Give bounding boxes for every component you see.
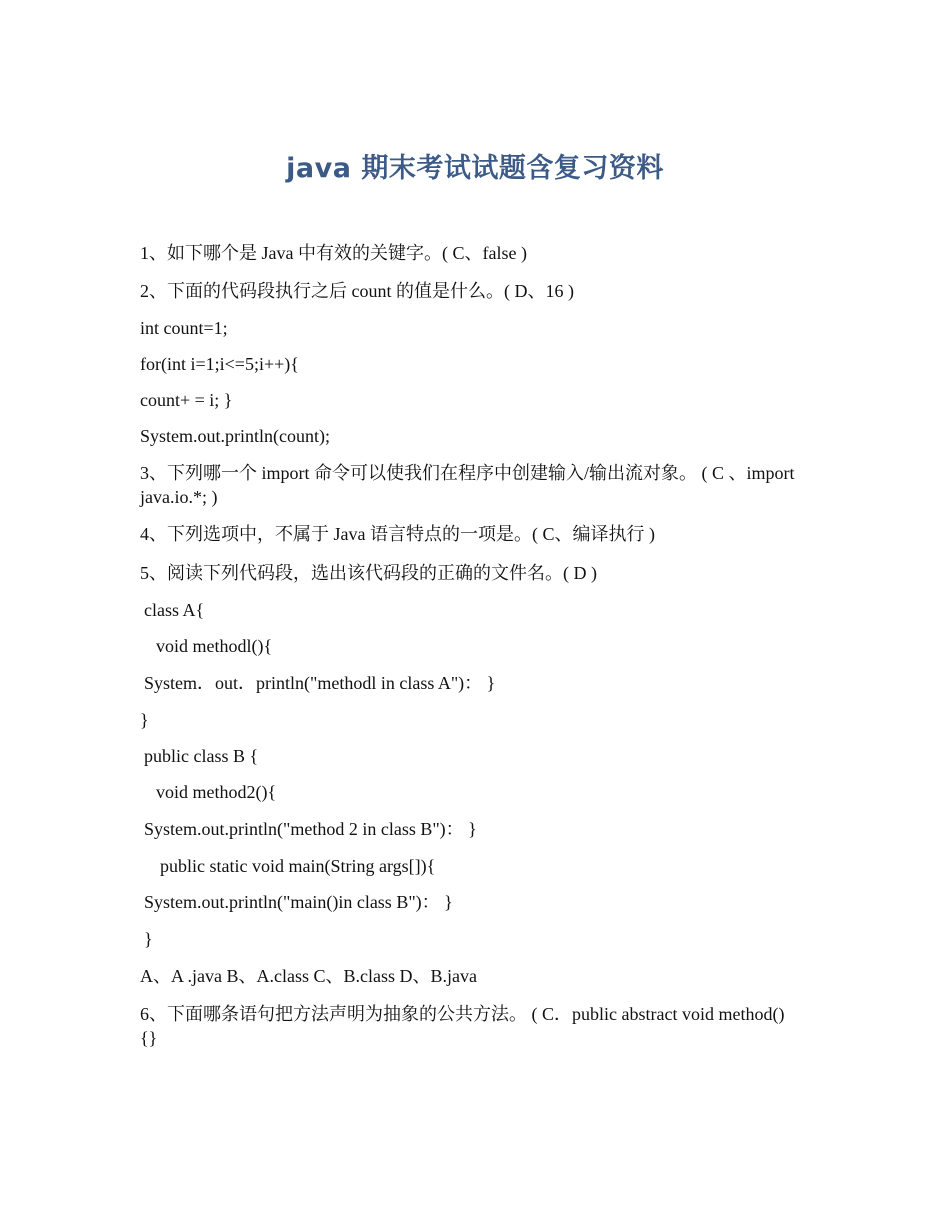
q5-code-line: public static void main(String args[]){ — [160, 856, 436, 876]
q5-code-line: class A{ — [144, 600, 205, 620]
q5-code-line: public class B { — [144, 746, 259, 766]
q5-code-line: void methodl(){ — [156, 636, 273, 656]
question-5: 5、阅读下列代码段，选出该代码段的正确的文件名。( D ) — [140, 563, 597, 583]
q5-code-line: System．out．println("methodl in class A")： } — [144, 673, 496, 693]
q2-code-line: count+ = i; } — [140, 390, 233, 410]
question-3: 3、下列哪一个 import 命令可以使我们在程序中创建输入/输出流对象。 ( C 、import java.io.*; ) — [140, 463, 795, 507]
question-2: 2、下面的代码段执行之后 count 的值是什么。( D、16 ) — [140, 281, 574, 301]
q5-options: A、A .java B、A.class C、B.class D、B.java — [140, 966, 477, 986]
q2-code-line: int count=1; — [140, 318, 228, 338]
q2-code-line: for(int i=1;i<=5;i++){ — [140, 354, 299, 374]
q5-code-line: System.out.println("main()in class B")： } — [144, 892, 453, 912]
q5-code-line: System.out.println("method 2 in class B")： } — [144, 819, 477, 839]
q5-code-line: } — [144, 929, 153, 949]
q5-code-line: } — [140, 710, 149, 730]
q2-code-line: System.out.println(count); — [140, 426, 330, 446]
question-6: 6、下面哪条语句把方法声明为抽象的公共方法。 ( C．public abstract void method(){} — [140, 1004, 785, 1048]
question-4: 4、下列选项中，不属于 Java 语言特点的一项是。( C、编译执行 ) — [140, 524, 655, 544]
page-title: java 期末考试试题含复习资料 — [286, 153, 664, 184]
q5-code-line: void method2(){ — [156, 782, 277, 802]
question-1: 1、如下哪个是 Java 中有效的关键字。( C、false ) — [140, 243, 527, 263]
